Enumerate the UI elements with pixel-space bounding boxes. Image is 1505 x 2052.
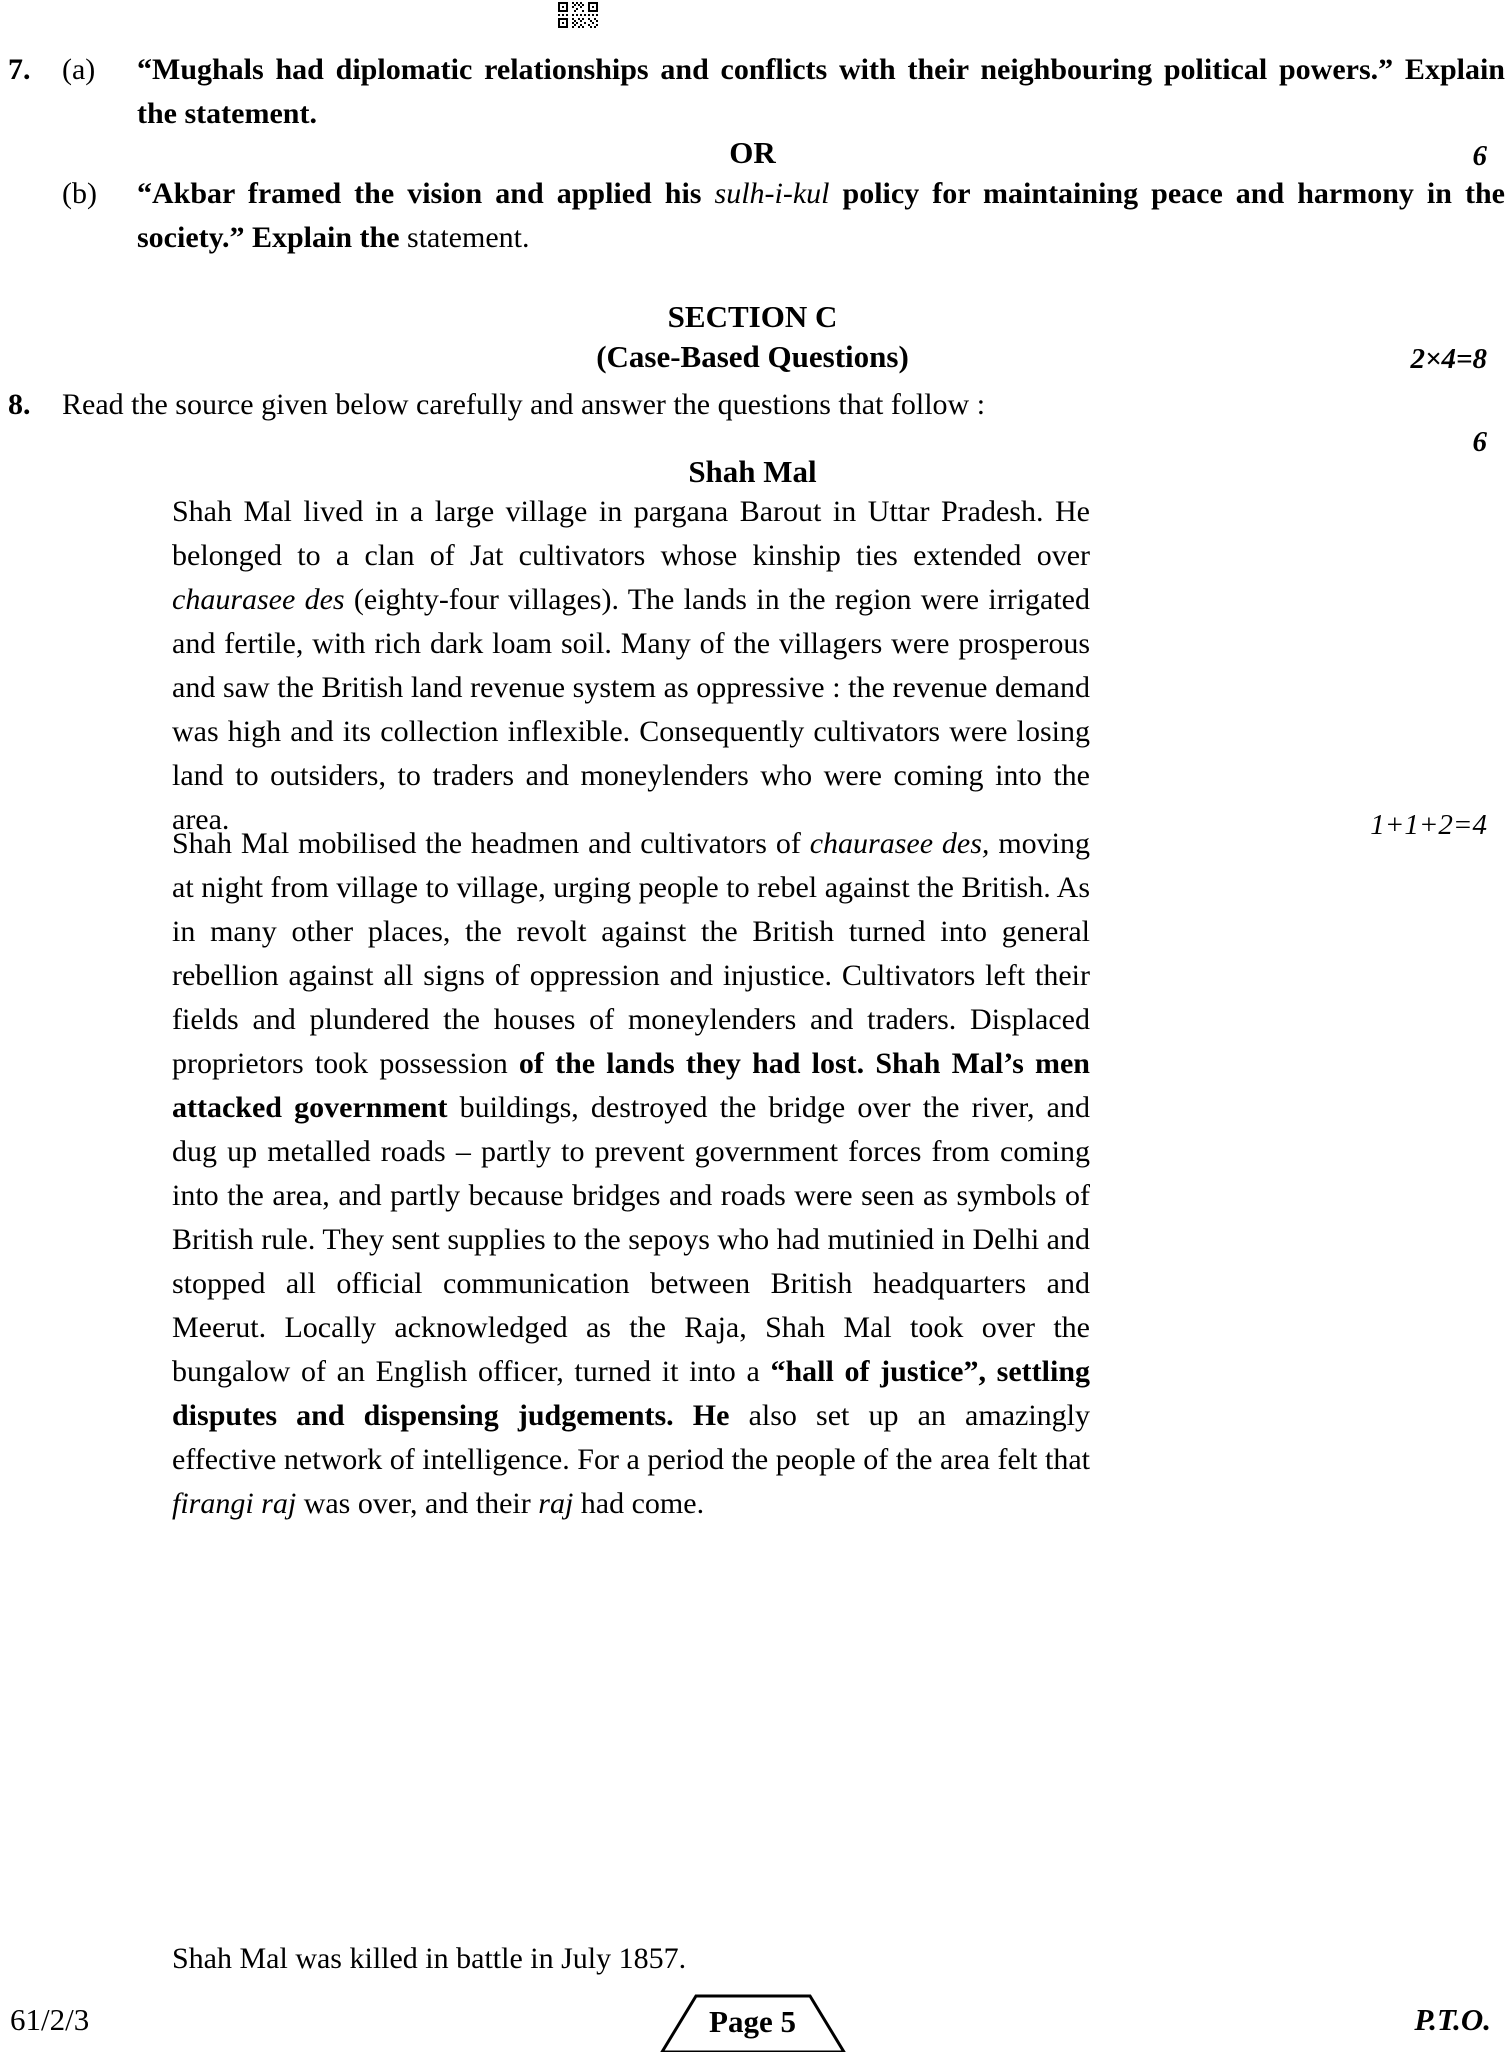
question-7b-part3: statement. — [399, 221, 530, 254]
paper-code: 61/2/3 — [10, 2002, 90, 2037]
passage-title: Shah Mal — [688, 454, 817, 489]
passage-p1-italic-chaurasee-des: chaurasee des — [172, 583, 345, 616]
section-c-title: SECTION C — [667, 299, 838, 334]
question-7b-part2: policy for maintaining peace and harmony in the society.” Explain the — [137, 177, 1505, 254]
qr-code-icon — [556, 0, 600, 30]
passage-p2-bold-lands-lost: of the lands they had lost. Shah Mal’s men attacked government — [172, 1047, 1090, 1124]
page-number-badge — [660, 1994, 846, 2052]
page-footer — [0, 1970, 1505, 2039]
passage-paragraph-1 — [172, 490, 1090, 842]
question-7-option-a-text — [137, 48, 1505, 136]
page-number-label: Page 5 — [709, 2004, 796, 2039]
passage-p2-seg1: Shah Mal mobilised the headmen and cultivators of — [172, 827, 810, 860]
passage-paragraph-3: Shah Mal was killed in battle in July 1857. — [172, 1942, 687, 1975]
question-7a-quote: “Mughals had diplomatic relationships and conflicts with their neighbouring political powers.” — [137, 53, 1394, 86]
question-7b-italic-term: sulh-i-kul — [714, 177, 830, 210]
question-7-option-b-label: (b) — [62, 177, 97, 210]
passage-p2-seg2: moving at night from village to village, urging people to rebel against the British. As in many other places, the revolt against the British turned into general rebellion against all signs of oppression and injustice. Cultivators left their fields and plundered the houses of moneylenders and traders. Displaced proprietors took possession — [172, 827, 1090, 1080]
question-7-option-b-text — [137, 172, 1505, 260]
question-7a-marks: 6 — [1472, 140, 1487, 172]
turn-over-label: P.T.O. — [1414, 2002, 1491, 2037]
question-7-option-a-label: (a) — [62, 53, 96, 86]
question-7a-tail: Explain the statement. — [137, 53, 1505, 130]
passage-p1-seg2: (eighty-four villages). The lands in the region were irrigated and fertile, with rich dark loam soil. Many of the villagers were prosperous and saw the British land revenue system as oppressive : the revenue demand was high and its collection inflexible. Consequently cultivators were losing land to outsiders, to traders and moneylenders who were coming into the area. — [172, 583, 1090, 836]
passage-p2-seg4: also set up an amazingly effective network of intelligence. For a period the people of the area felt that — [172, 1399, 1091, 1476]
passage-p2-seg6: had come. — [573, 1487, 705, 1520]
question-8-number: 8. — [8, 388, 31, 421]
section-c-subtitle: (Case-Based Questions) — [596, 339, 909, 374]
question-8-marks: 1+1+2=4 — [1370, 809, 1487, 841]
passage-p1-seg1: Shah Mal lived in a large village in pargana Barout in Uttar Pradesh. He belonged to a clan of Jat cultivators whose kinship ties extended over — [172, 495, 1090, 572]
passage-p2-italic-chaurasee-des: chaurasee des, — [809, 827, 990, 860]
section-c-marks: 2×4=8 — [1410, 343, 1487, 375]
question-7-number: 7. — [8, 53, 31, 86]
passage-p2-seg3: buildings, destroyed the bridge over the river, and dug up metalled roads – partly to prevent government forces from coming into the area, and partly because bridges and roads were seen as symbols of British rule. They sent supplies to the sepoys who had mutinied in Delhi and stopped all official communication between British headquarters and Meerut. Locally acknowledged as the Raja, Shah Mal took over the bungalow of an English officer, turned it into a — [172, 1091, 1090, 1388]
question-7b-part1: “Akbar framed the vision and applied his — [137, 177, 715, 210]
passage-p2-seg5: was over, and their — [296, 1487, 539, 1520]
passage-p2-italic-firangi-raj: firangi raj — [172, 1487, 297, 1520]
passage-p2-italic-raj: raj — [538, 1487, 574, 1520]
passage-paragraph-2 — [172, 822, 1090, 1526]
question-8-instruction: Read the source given below carefully and answer the questions that follow : — [62, 388, 986, 421]
question-7b-marks: 6 — [1472, 426, 1487, 458]
passage-p2-bold-hall-of-justice: “hall of justice”, settling disputes and dispensing judgements. He — [172, 1355, 1091, 1432]
question-7-or-divider: OR — [729, 135, 776, 170]
